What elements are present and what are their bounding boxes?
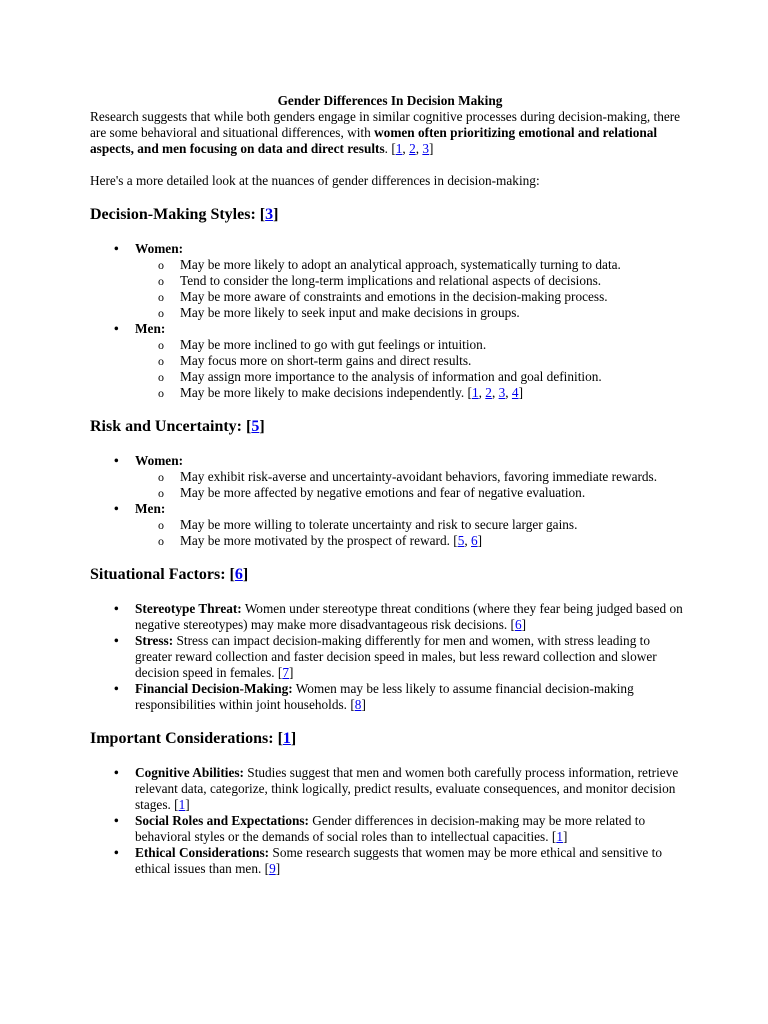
citation-link[interactable]: 2 (409, 141, 416, 156)
citation-link[interactable]: 1 (178, 797, 186, 812)
intro-text-after: . (384, 141, 392, 156)
lead-paragraph: Here's a more detailed look at the nuances of gender differences in decision-making: (90, 173, 540, 188)
citation-link[interactable]: 1 (395, 141, 403, 156)
citation-link[interactable]: 6 (514, 617, 522, 632)
citation-link[interactable]: 6 (471, 533, 478, 548)
list-item: o May be more motivated by the prospect of reward. [5, 6] (135, 533, 690, 549)
list-item: o May be more affected by negative emotions and fear of negative evaluation. (135, 485, 690, 501)
list-item-women: • Women: o May be more likely to adopt an analytical approach, systematically turning to data. o Tend to consider the long-term implications and relational aspects of decisions. o May be more aware of constraints and emotions in the decision-making process. o May be more likely to seek input and make decisions in groups. (90, 241, 690, 321)
section-heading-situational: Situational Factors: [6] (90, 566, 249, 583)
list-item: o May be more likely to adopt an analytical approach, systematically turning to data. (135, 257, 690, 273)
list-item: • Ethical Considerations: Some research suggests that women may be more ethical and sensitive to ethical issues than men. [9] (90, 845, 690, 877)
list-item: o Tend to consider the long-term implications and relational aspects of decisions. (135, 273, 690, 289)
decision-styles-list (90, 241, 690, 401)
citation-link[interactable]: 6 (234, 566, 243, 583)
list-item-men: • Men: o May be more inclined to go with gut feelings or intuition. o May focus more on short-term gains and direct results. o May assign more importance to the analysis of information and goal definition. o May be more likely to make decisions independently. [1, 2, 3, 4] (90, 321, 690, 401)
citation-link[interactable]: 5 (457, 533, 465, 548)
citation-link[interactable]: 5 (251, 418, 260, 435)
list-item: o May be more willing to tolerate uncertainty and risk to secure larger gains. (135, 517, 690, 533)
section-heading-risk: Risk and Uncertainty: [5] (90, 418, 265, 435)
citation-link[interactable]: 9 (269, 861, 276, 876)
citation-link[interactable]: 4 (511, 385, 519, 400)
list-item: o May assign more importance to the analysis of information and goal definition. (135, 369, 690, 385)
intro-paragraph: Research suggests that while both genders engage in similar cognitive processes during decision-making, there are some behavioral and situational differences, with women often prioritizing emotional and relational aspects, and men focusing on data and direct results. [1, 2, 3] (90, 109, 681, 156)
section-heading-considerations: Important Considerations: [1] (90, 730, 297, 747)
list-item: • Financial Decision-Making: Women may be less likely to assume financial decision-making responsibilities within joint households. [8] (90, 681, 690, 713)
citation-link[interactable]: 3 (265, 206, 274, 223)
list-item-men: • Men: o May be more willing to tolerate uncertainty and risk to secure larger gains. o May be more motivated by the prospect of reward. [5, 6] (90, 501, 690, 549)
document-title: Gender Differences In Decision Making (277, 93, 503, 108)
list-item: o May be more inclined to go with gut feelings or intuition. (135, 337, 690, 353)
citation-link[interactable]: 2 (485, 385, 492, 400)
citation-link[interactable]: 3 (422, 141, 430, 156)
considerations-list (90, 765, 690, 877)
section-heading-decision-styles: Decision-Making Styles: [3] (90, 206, 279, 223)
intro-bold-text: women often prioritizing emotional and relational aspects, and men focusing on data and direct results (90, 125, 658, 156)
list-item-women: • Women: o May exhibit risk-averse and uncertainty-avoidant behaviors, favoring immediate rewards. o May be more affected by negative emotions and fear of negative evaluation. (90, 453, 690, 501)
list-item: • Social Roles and Expectations: Gender differences in decision-making may be more related to behavioral styles or the demands of social roles than to intellectual capacities. [1] (90, 813, 690, 845)
citation-link[interactable]: 3 (498, 385, 506, 400)
list-item: o May exhibit risk-averse and uncertainty-avoidant behaviors, favoring immediate rewards. (135, 469, 690, 485)
list-item: o May be more likely to make decisions independently. [1, 2, 3, 4] (135, 385, 690, 401)
list-item: • Stress: Stress can impact decision-making differently for men and women, with stress leading to greater reward collection and faster decision speed in males, but less reward collection and slower decision speed in females. [7] (90, 633, 690, 681)
citation-link[interactable]: 1 (282, 730, 291, 747)
citation-link[interactable]: 1 (471, 385, 479, 400)
citation-link[interactable]: 8 (354, 697, 362, 712)
list-item: o May be more likely to seek input and make decisions in groups. (135, 305, 690, 321)
list-item: • Stereotype Threat: Women under stereotype threat conditions (where they fear being judged based on negative stereotypes) may make more disadvantageous risk decisions. [6] (90, 601, 690, 633)
intro-text: Research suggests that while both genders engage in similar cognitive processes during decision-making, there are some behavioral and situational differences, with (90, 109, 681, 140)
risk-list (90, 453, 690, 549)
situational-list (90, 601, 690, 713)
document-page (90, 93, 690, 877)
list-item: o May be more aware of constraints and emotions in the decision-making process. (135, 289, 690, 305)
citation-link[interactable]: 7 (282, 665, 289, 680)
citation-link[interactable]: 1 (556, 829, 563, 844)
list-item: o May focus more on short-term gains and direct results. (135, 353, 690, 369)
list-item: • Cognitive Abilities: Studies suggest that men and women both carefully process information, retrieve relevant data, categorize, think logically, predict results, evaluate consequences, and monitor decision stages. [1] (90, 765, 690, 813)
